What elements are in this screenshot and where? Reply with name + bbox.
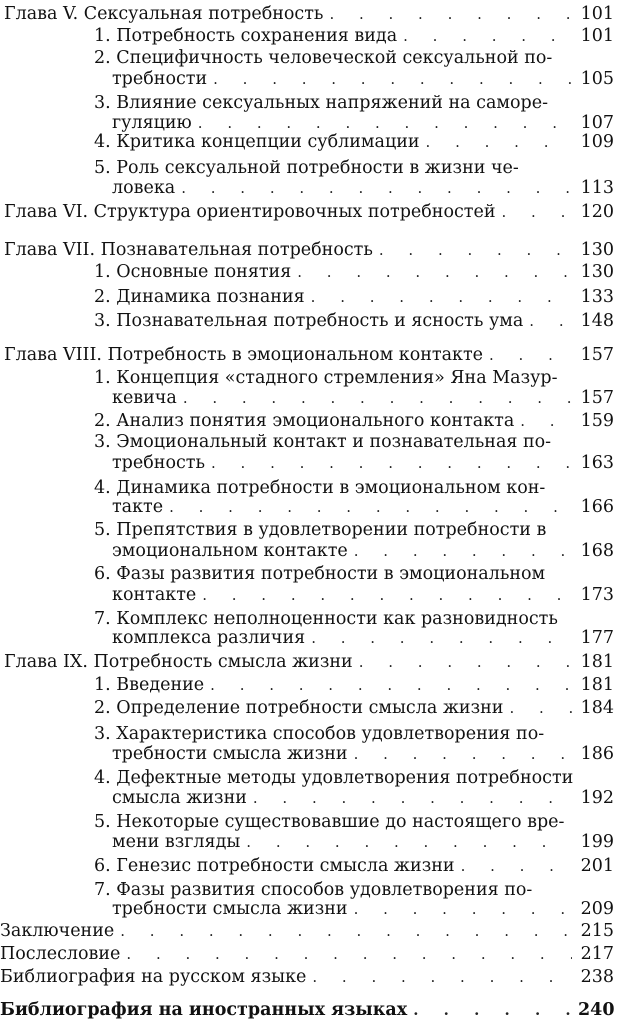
- leader-dots: [413, 999, 572, 1021]
- page-number: 181: [580, 675, 614, 695]
- toc-entry: [94, 310, 614, 332]
- page-number: 217: [580, 944, 614, 964]
- toc-entry: [94, 519, 614, 541]
- toc-entry: [112, 584, 614, 606]
- entry-title: 1. Потребность сохранения вида: [94, 26, 398, 46]
- page-number: 159: [580, 411, 614, 431]
- toc-entry: [94, 286, 614, 308]
- section-entry: [0, 943, 614, 965]
- page-number: 101: [580, 26, 614, 46]
- toc-entry: [112, 452, 614, 474]
- leader-dots: [379, 239, 572, 261]
- leader-dots: [529, 310, 572, 332]
- leader-dots: [210, 674, 572, 696]
- page-number: 168: [580, 541, 614, 561]
- entry-title: требности: [112, 69, 208, 89]
- leader-dots: [253, 787, 572, 809]
- leader-dots: [297, 261, 572, 283]
- toc-entry: [94, 367, 614, 389]
- toc-entry: [112, 177, 614, 199]
- toc-entry: [112, 898, 614, 920]
- leader-dots: [183, 387, 572, 409]
- toc-entry: [94, 431, 614, 453]
- toc-entry: [94, 767, 614, 789]
- section-entry: [0, 920, 614, 942]
- page-number: 215: [580, 921, 614, 941]
- toc-entry: [112, 787, 614, 809]
- leader-dots: [354, 540, 572, 562]
- toc-entry: [112, 627, 614, 649]
- toc-entry: [94, 855, 614, 877]
- chapter-entry: [4, 239, 614, 261]
- entry-title: Глава IX. Потребность смысла жизни: [4, 652, 353, 672]
- toc-entry: [112, 743, 614, 765]
- entry-title: Глава VIII. Потребность в эмоциональном контакте: [4, 345, 483, 365]
- entry-title: Библиография на иностранных языках: [0, 1000, 408, 1020]
- page-number: 109: [580, 132, 614, 152]
- entry-title: 4. Критика концепции сублимации: [94, 132, 420, 152]
- entry-title: 2. Специфичность человеческой сексуальной по-: [94, 48, 553, 68]
- page-number: 177: [580, 628, 614, 648]
- toc-entry: [94, 410, 614, 432]
- page-number: 199: [580, 832, 614, 852]
- entry-title: контакте: [112, 585, 197, 605]
- page-number: 107: [580, 113, 614, 133]
- page-number: 105: [580, 69, 614, 89]
- entry-title: 3. Характеристика способов удовлетворения по-: [94, 724, 545, 744]
- toc-entry: [94, 674, 614, 696]
- leader-dots: [403, 25, 572, 47]
- entry-title: 4. Динамика потребности в эмоциональном кон-: [94, 478, 546, 498]
- toc-entry: [112, 496, 614, 518]
- leader-dots: [169, 496, 572, 518]
- leader-dots: [213, 68, 572, 90]
- leader-dots: [426, 131, 572, 153]
- leader-dots: [311, 627, 572, 649]
- toc-entry: [112, 387, 614, 409]
- leader-dots: [489, 344, 572, 366]
- entry-title: 1. Концепция «стадного стремления» Яна Мазур-: [94, 368, 558, 388]
- page-number: 240: [578, 1000, 615, 1020]
- entry-title: смысла жизни: [112, 788, 247, 808]
- leader-dots: [354, 898, 572, 920]
- page-number: 201: [580, 856, 614, 876]
- page-number: 130: [580, 262, 614, 282]
- leader-dots: [520, 410, 572, 432]
- entry-title: 2. Динамика познания: [94, 287, 305, 307]
- toc-entry: [94, 47, 614, 69]
- leader-dots: [120, 920, 572, 942]
- leader-dots: [329, 3, 572, 25]
- entry-title: 3. Эмоциональный контакт и познавательная по-: [94, 432, 552, 452]
- page-number: 166: [580, 497, 614, 517]
- entry-title: 3. Познавательная потребность и ясность ума: [94, 311, 524, 331]
- entry-title: 1. Основные понятия: [94, 262, 292, 282]
- leader-dots: [246, 831, 572, 853]
- toc-entry: [94, 25, 614, 47]
- toc-entry: [94, 563, 614, 585]
- entry-title: 6. Генезис потребности смысла жизни: [94, 856, 455, 876]
- leader-dots: [312, 966, 572, 988]
- chapter-entry: [4, 3, 614, 25]
- entry-title: Послесловие: [0, 944, 121, 964]
- entry-title: требности смысла жизни: [112, 899, 348, 919]
- toc-entry: [94, 261, 614, 283]
- entry-title: 4. Дефектные методы удовлетворения потребности: [94, 768, 574, 788]
- entry-title: 5. Препятствия в удовлетворении потребности в: [94, 520, 547, 540]
- entry-title: комплекса различия: [112, 628, 306, 648]
- toc-entry: [94, 157, 614, 179]
- toc-entry: [94, 92, 614, 114]
- entry-title: Глава VI. Структура ориентировочных потребностей: [4, 202, 496, 222]
- leader-dots: [311, 286, 572, 308]
- page-number: 181: [580, 652, 614, 672]
- chapter-entry: [4, 651, 614, 673]
- entry-title: требности смысла жизни: [112, 744, 348, 764]
- entry-title: 7. Фазы развития способов удовлетворения по-: [94, 880, 533, 900]
- leader-dots: [502, 201, 572, 223]
- toc-entry: [94, 811, 614, 833]
- entry-title: гуляцию: [112, 113, 192, 133]
- page-number: 120: [580, 202, 614, 222]
- page-number: 157: [580, 388, 614, 408]
- entry-title: 2. Определение потребности смысла жизни: [94, 698, 504, 718]
- page-number: 101: [580, 4, 614, 24]
- entry-title: Заключение: [0, 921, 115, 941]
- leader-dots: [461, 855, 572, 877]
- entry-title: 1. Введение: [94, 675, 205, 695]
- entry-title: 7. Комплекс неполноценности как разновидность: [94, 609, 558, 629]
- page-number: 186: [580, 744, 614, 764]
- toc-entry: [112, 831, 614, 853]
- entry-title: мени взгляды: [112, 832, 241, 852]
- page-number: 192: [580, 788, 614, 808]
- entry-title: такте: [112, 497, 164, 517]
- leader-dots: [359, 651, 572, 673]
- entry-title: требность: [112, 453, 205, 473]
- toc-entry: [112, 68, 614, 90]
- page-number: 238: [580, 967, 614, 987]
- leader-dots: [509, 697, 572, 719]
- chapter-entry: [4, 201, 614, 223]
- page-number: 113: [580, 178, 614, 198]
- entry-title: ловека: [112, 178, 176, 198]
- page-number: 163: [580, 453, 614, 473]
- section-entry: [0, 999, 614, 1021]
- page-number: 173: [580, 585, 614, 605]
- entry-title: Глава V. Сексуальная потребность: [4, 4, 324, 24]
- leader-dots: [202, 584, 572, 606]
- entry-title: Библиография на русском языке: [0, 967, 307, 987]
- toc-entry: [94, 723, 614, 745]
- chapter-entry: [4, 344, 614, 366]
- leader-dots: [126, 943, 572, 965]
- entry-title: эмоциональном контакте: [112, 541, 348, 561]
- toc-entry: [94, 697, 614, 719]
- entry-title: Глава VII. Познавательная потребность: [4, 240, 373, 260]
- entry-title: 3. Влияние сексуальных напряжений на саморе-: [94, 93, 549, 113]
- entry-title: 5. Некоторые существовавшие до настоящего вре-: [94, 812, 565, 832]
- entry-title: 5. Роль сексуальной потребности в жизни че-: [94, 158, 519, 178]
- page-number: 157: [580, 345, 614, 365]
- leader-dots: [354, 743, 572, 765]
- entry-title: 2. Анализ понятия эмоционального контакта: [94, 411, 515, 431]
- section-entry: [0, 966, 614, 988]
- toc-entry: [94, 131, 614, 153]
- page-number: 130: [580, 240, 614, 260]
- page-number: 148: [580, 311, 614, 331]
- page-number: 133: [580, 287, 614, 307]
- leader-dots: [211, 452, 572, 474]
- page-number: 209: [580, 899, 614, 919]
- toc-entry: [112, 540, 614, 562]
- entry-title: 6. Фазы развития потребности в эмоциональном: [94, 564, 546, 584]
- page-number: 184: [580, 698, 614, 718]
- leader-dots: [181, 177, 572, 199]
- entry-title: кевича: [112, 388, 177, 408]
